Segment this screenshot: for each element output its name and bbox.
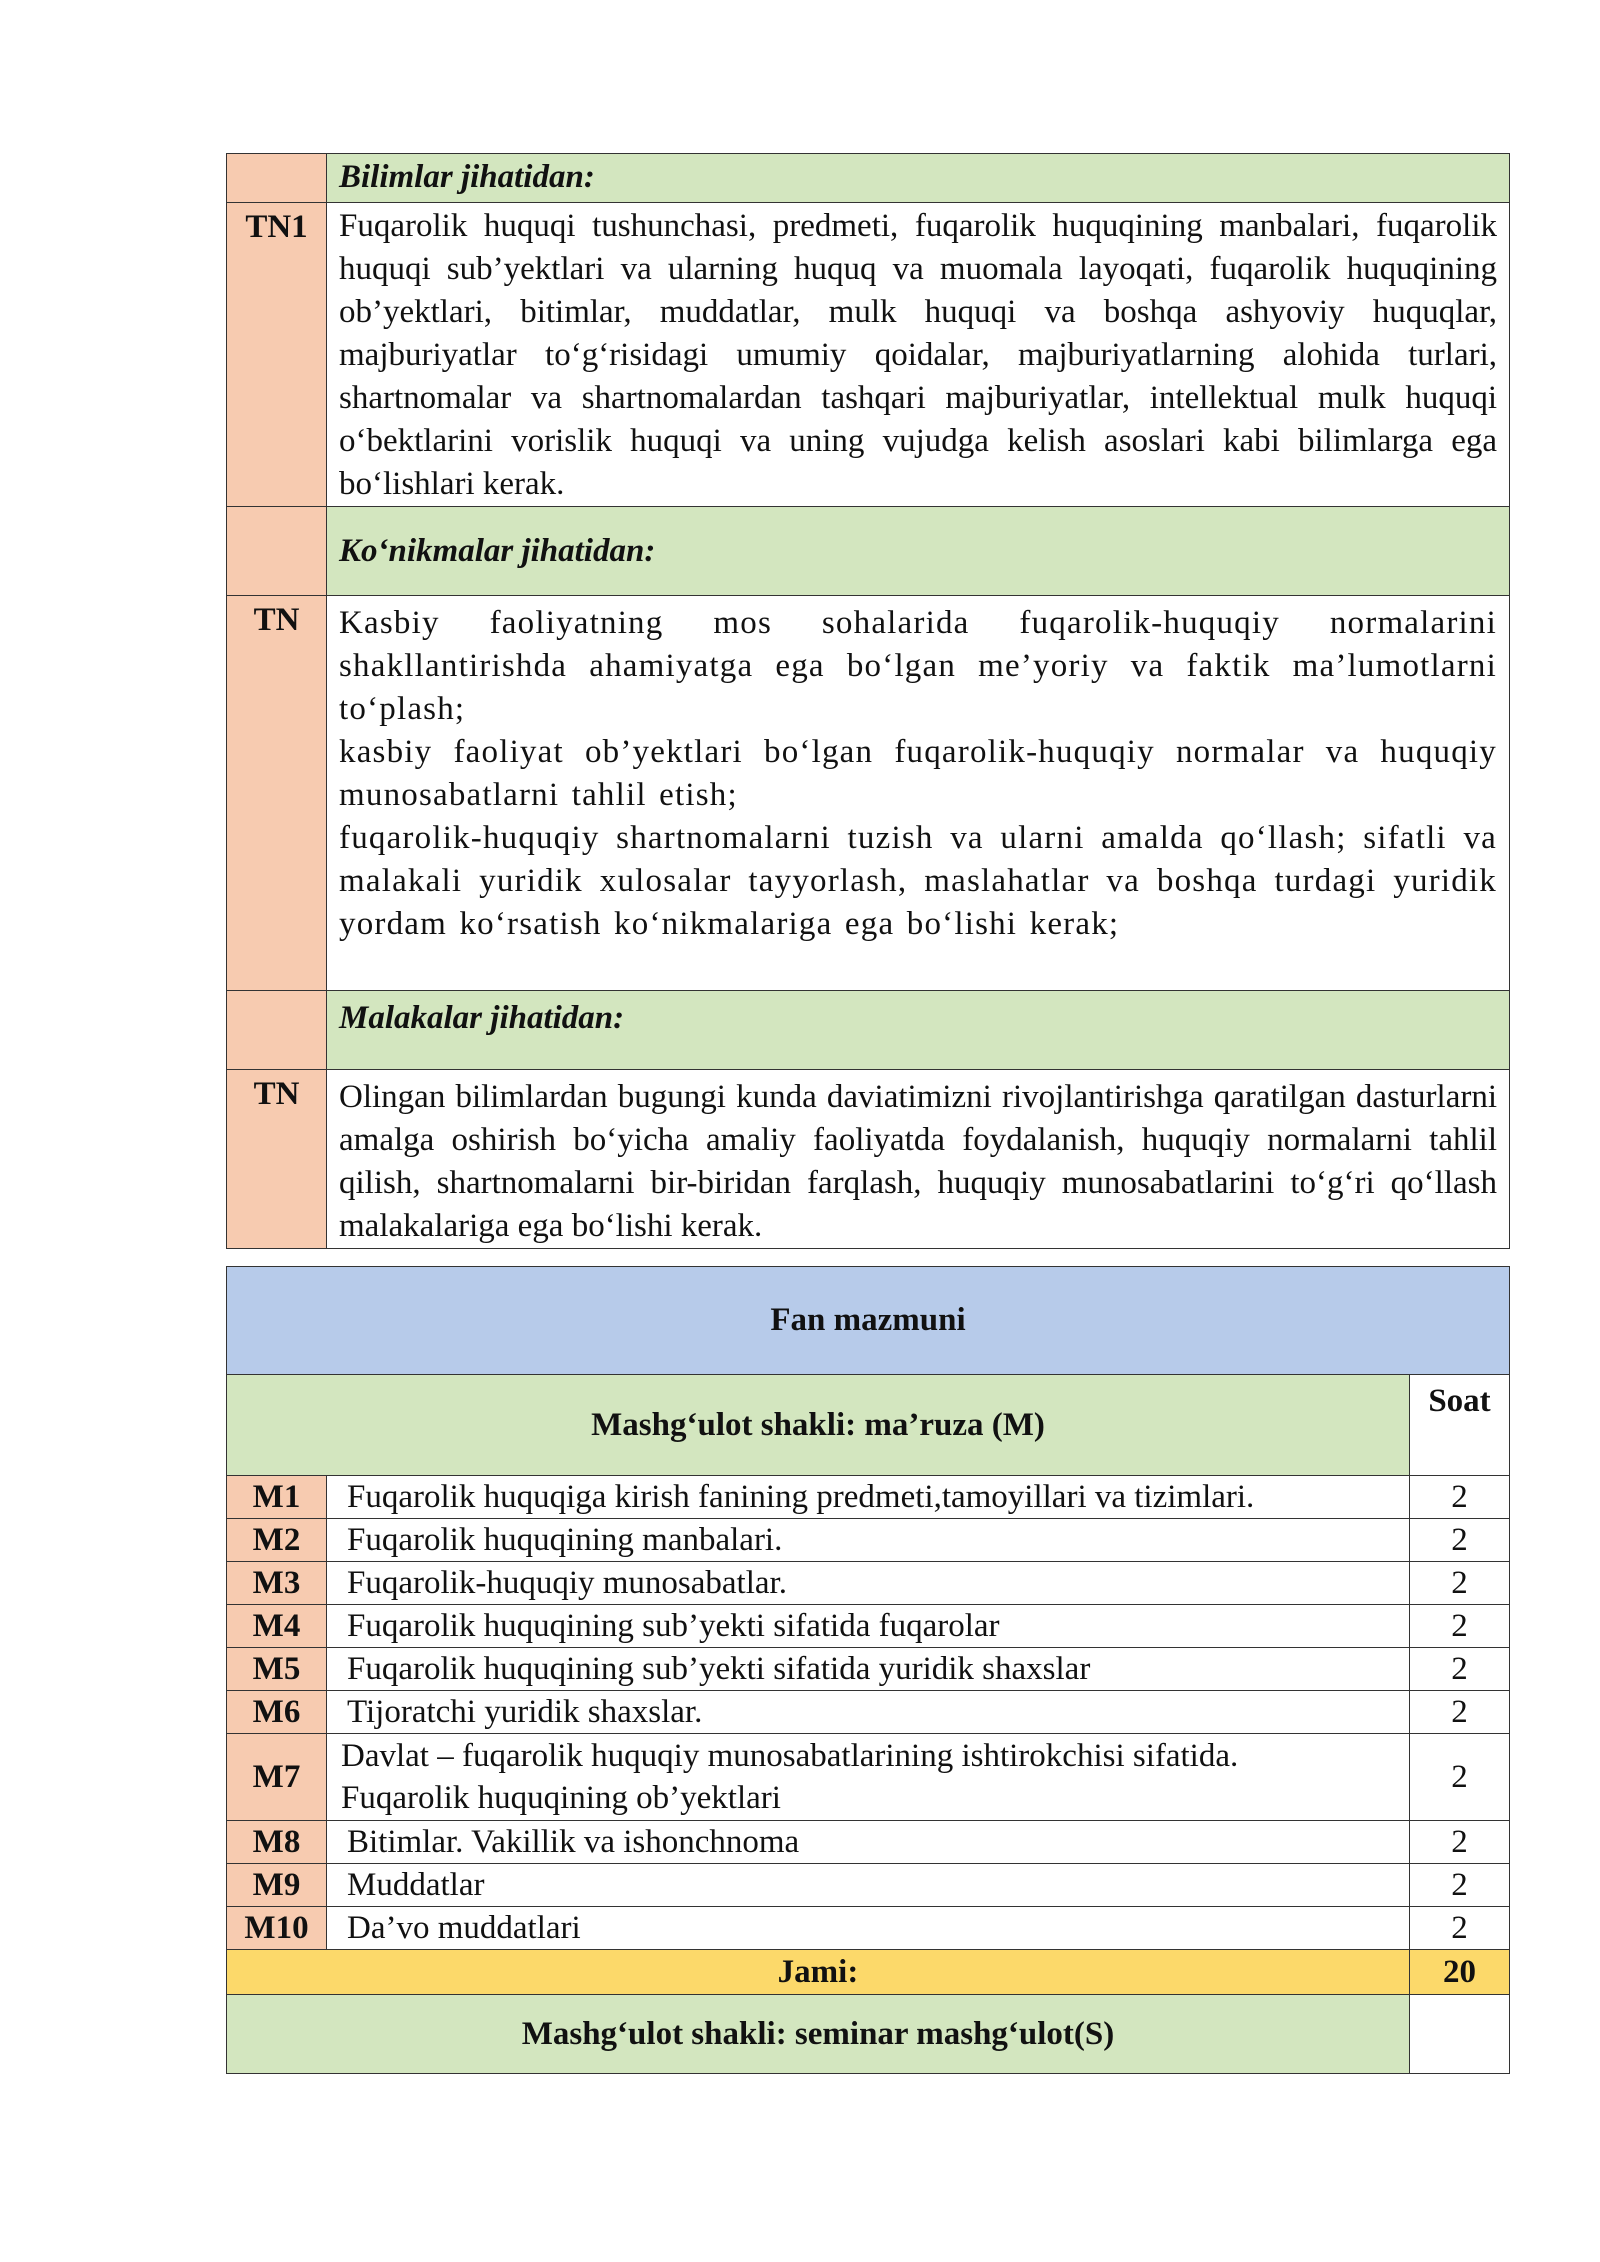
lecture-code: M9 [227, 1864, 327, 1907]
knowledge-heading: Bilimlar jihatidan: [327, 154, 1510, 203]
lecture-hours: 2 [1410, 1734, 1510, 1821]
competencies-heading-row [227, 991, 1510, 1070]
table-row [227, 1821, 1510, 1864]
table-row [227, 1519, 1510, 1562]
knowledge-heading-code-cell [227, 154, 327, 203]
seminar-heading-row [227, 1995, 1510, 2074]
lecture-topic: Tijoratchi yuridik shaxslar. [327, 1691, 1410, 1734]
lecture-hours: 2 [1410, 1562, 1510, 1605]
table-row [227, 1691, 1510, 1734]
table-row [227, 1864, 1510, 1907]
competencies-code: TN [227, 1070, 327, 1249]
lecture-code: M10 [227, 1907, 327, 1950]
lecture-code: M5 [227, 1648, 327, 1691]
lecture-code: M6 [227, 1691, 327, 1734]
lecture-hours: 2 [1410, 1907, 1510, 1950]
skills-paragraph: fuqarolik-huquqiy shartnomalarni tuzish va ularni amalda qo‘llash; sifatli va malakali yuridik xulosalar tayyorlash, maslahatlar va boshqa turdagi yuridik yordam ko‘rsatish ko‘nikmalariga ega bo‘lishi kerak; [339, 820, 1497, 942]
lecture-topic: Muddatlar [327, 1864, 1410, 1907]
table-row [227, 1648, 1510, 1691]
lecture-topic-line: Fuqarolik huquqining ob’yektlari [341, 1780, 781, 1816]
lecture-topic-line: Davlat – fuqarolik huquqiy munosabatlarining ishtirokchisi sifatida. [341, 1738, 1239, 1774]
skills-paragraph: Kasbiy faoliyatning mos sohalarida fuqarolik-huquqiy normalarini shakllantirishda ahamiyatga ega bo‘lgan me’yoriy va faktik ma’lumotlarni to‘plash; [339, 605, 1497, 727]
seminar-heading: Mashg‘ulot shakli: seminar mashg‘ulot(S) [227, 1995, 1410, 2074]
lecture-topic: Fuqarolik huquqining manbalari. [327, 1519, 1410, 1562]
lecture-hours: 2 [1410, 1864, 1510, 1907]
skills-code: TN [227, 596, 327, 991]
lecture-topic: Fuqarolik huquqining sub’yekti sifatida fuqarolar [327, 1605, 1410, 1648]
hours-header: Soat [1410, 1375, 1510, 1476]
lecture-hours: 2 [1410, 1476, 1510, 1519]
skills-heading: Ko‘nikmalar jihatidan: [327, 507, 1510, 596]
skills-paragraph: kasbiy faoliyat ob’yektlari bo‘lgan fuqarolik-huquqiy normalar va huquqiy munosabatlarni tahlil etish; [339, 734, 1497, 813]
competencies-heading-code-cell [227, 991, 327, 1070]
competencies-heading: Malakalar jihatidan: [327, 991, 1510, 1070]
competencies-text: Olingan bilimlardan bugungi kunda daviatimizni rivojlantirishga qaratilgan dasturlarni amalga oshirish bo‘yicha amaliy faoliyatda foydalanish, huquqiy normalarni tahlil qilish, shartnomalarni bir-biridan farqlash, huquqiy munosabatlarini to‘g‘ri qo‘llash malakalariga ega bo‘lishi kerak. [327, 1070, 1510, 1249]
lecture-hours: 2 [1410, 1691, 1510, 1734]
table-row [227, 1605, 1510, 1648]
lecture-heading: Mashg‘ulot shakli: ma’ruza (M) [227, 1375, 1410, 1476]
learning-outcomes-table [226, 153, 1510, 1249]
total-label: Jami: [227, 1950, 1410, 1995]
lecture-hours: 2 [1410, 1605, 1510, 1648]
lecture-topic: Fuqarolik huquqining sub’yekti sifatida yuridik shaxslar [327, 1648, 1410, 1691]
knowledge-text: Fuqarolik huquqi tushunchasi, predmeti, fuqarolik huquqining manbalari, fuqarolik huquqi sub’yektlari va ularning huquq va muomala layoqati, fuqarolik huquqining ob’yektlari, bitimlar, muddatlar, mulk huquqi va boshqa ashyoviy huquqlar, majburiyatlar to‘g‘risidagi umumiy qoidalar, majburiyatlarning alohida turlari, shartnomalar va shartnomalardan tashqari majburiyatlar, intellektual mulk huquqi o‘bektlarini vorislik huquqi va uning vujudga kelish asoslari kabi bilimlarga ega bo‘lishlari kerak. [327, 203, 1510, 507]
competencies-row [227, 1070, 1510, 1249]
lecture-code: M7 [227, 1734, 327, 1821]
lecture-code: M4 [227, 1605, 327, 1648]
course-content-table [226, 1266, 1510, 2074]
seminar-hours-cell [1410, 1995, 1510, 2074]
table-row [227, 1562, 1510, 1605]
lecture-code: M8 [227, 1821, 327, 1864]
knowledge-code: TN1 [227, 203, 327, 507]
skills-text [327, 596, 1510, 991]
lecture-topic: Bitimlar. Vakillik va ishonchnoma [327, 1821, 1410, 1864]
lecture-code: M2 [227, 1519, 327, 1562]
lecture-code: M3 [227, 1562, 327, 1605]
lecture-topic: Fuqarolik huquqiga kirish fanining predmeti,tamoyillari va tizimlari. [327, 1476, 1410, 1519]
total-hours: 20 [1410, 1950, 1510, 1995]
table-row [227, 1476, 1510, 1519]
skills-row [227, 596, 1510, 991]
lecture-topic: Da’vo muddatlari [327, 1907, 1410, 1950]
lecture-topic: Fuqarolik-huquqiy munosabatlar. [327, 1562, 1410, 1605]
lecture-heading-row [227, 1375, 1510, 1476]
skills-heading-row [227, 507, 1510, 596]
total-row [227, 1950, 1510, 1995]
table-row [227, 1734, 1510, 1821]
table-row [227, 1907, 1510, 1950]
lecture-hours: 2 [1410, 1821, 1510, 1864]
content-title-row [227, 1267, 1510, 1375]
lecture-topic [327, 1734, 1410, 1821]
content-title: Fan mazmuni [227, 1267, 1510, 1375]
lecture-code: M1 [227, 1476, 327, 1519]
lecture-hours: 2 [1410, 1648, 1510, 1691]
lecture-hours: 2 [1410, 1519, 1510, 1562]
knowledge-row [227, 203, 1510, 507]
skills-heading-code-cell [227, 507, 327, 596]
knowledge-heading-row [227, 154, 1510, 203]
